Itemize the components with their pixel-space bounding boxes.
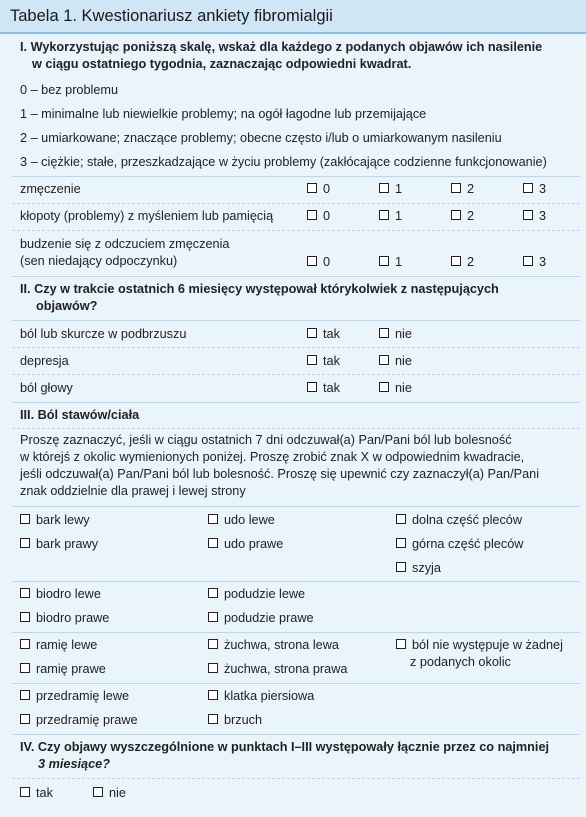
checkbox-icon	[307, 183, 317, 193]
checkbox-icon	[307, 210, 317, 220]
body-area-right-lower-leg[interactable]: podudzie prawe	[208, 610, 314, 627]
headache-option-yes[interactable]: tak	[307, 380, 340, 397]
divider	[12, 734, 580, 735]
checkbox-icon	[208, 538, 218, 548]
body-area-left-shoulder[interactable]: bark lewy	[20, 512, 90, 529]
checkbox-icon	[20, 538, 30, 548]
divider	[12, 428, 580, 429]
checkbox-icon	[379, 210, 389, 220]
symptom-label-abdominal: ból lub skurcze w podbrzuszu	[20, 327, 187, 341]
checkbox-icon	[396, 639, 406, 649]
scale-item-3: 3 – ciężkie; stałe, przeszkadzające w życiu problemy (zakłócające codzienne funkcjonowanie)	[20, 155, 547, 169]
abdominal-option-no[interactable]: nie	[379, 326, 412, 343]
checkbox-icon	[379, 355, 389, 365]
checkbox-icon	[307, 355, 317, 365]
divider	[12, 778, 580, 779]
section3-instruction-1: Proszę zaznaczyć, jeśli w ciągu ostatnich 7 dni odczuwał(a) Pan/Pani ból lub bolesność	[20, 433, 512, 447]
checkbox-icon	[208, 663, 218, 673]
duration-option-yes[interactable]: tak	[20, 785, 53, 802]
symptom-label-fatigue: zmęczenie	[20, 182, 81, 196]
checkbox-icon	[20, 690, 30, 700]
section3-instruction-3: jeśli odczuwał(a) Pan/Pani ból lub bolesność. Proszę się upewnić czy zaznaczył(a) Pan/Pani	[20, 467, 540, 481]
body-area-chest[interactable]: klatka piersiowa	[208, 688, 314, 705]
body-area-abdomen[interactable]: brzuch	[208, 712, 262, 729]
scale-item-0: 0 – bez problemu	[20, 83, 119, 97]
section3-instruction-2: w którejś z okolic wymienionych poniżej. Proszę zrobić znak X w odpowiednim kwadracie,	[20, 450, 525, 464]
divider	[12, 347, 580, 348]
divider	[12, 276, 580, 277]
body-area-none[interactable]: ból nie występuje w żadnej	[396, 637, 563, 654]
body-area-right-upper-arm[interactable]: ramię prawe	[20, 661, 106, 678]
symptom-label-depression: depresja	[20, 354, 69, 368]
memory-option-3[interactable]: 3	[523, 208, 546, 225]
body-area-left-hip[interactable]: biodro lewe	[20, 586, 101, 603]
body-area-none-line2: z podanych okolic	[410, 655, 511, 669]
memory-option-0[interactable]: 0	[307, 208, 330, 225]
section4-heading-line2: 3 miesiące?	[38, 757, 110, 771]
checkbox-icon	[20, 663, 30, 673]
body-area-left-jaw[interactable]: żuchwa, strona lewa	[208, 637, 339, 654]
symptom-label-waking-line2: (sen niedający odpoczynku)	[20, 254, 178, 268]
checkbox-icon	[93, 787, 103, 797]
body-area-left-upper-arm[interactable]: ramię lewe	[20, 637, 97, 654]
table-title: Tabela 1. Kwestionariusz ankiety fibromialgii	[0, 0, 586, 34]
symptom-label-waking: budzenie się z odczuciem zmęczenia	[20, 237, 230, 251]
fatigue-option-2[interactable]: 2	[451, 181, 474, 198]
body-area-right-jaw[interactable]: żuchwa, strona prawa	[208, 661, 347, 678]
body-area-right-thigh[interactable]: udo prawe	[208, 536, 283, 553]
checkbox-icon	[523, 183, 533, 193]
body-area-lower-back[interactable]: dolna część pleców	[396, 512, 522, 529]
waking-option-3[interactable]: 3	[523, 254, 546, 271]
abdominal-option-yes[interactable]: tak	[307, 326, 340, 343]
body-area-upper-back[interactable]: górna część pleców	[396, 536, 523, 553]
body-area-left-lower-leg[interactable]: podudzie lewe	[208, 586, 305, 603]
memory-option-2[interactable]: 2	[451, 208, 474, 225]
symptom-label-memory: kłopoty (problemy) z myśleniem lub pamięcią	[20, 209, 274, 223]
checkbox-icon	[451, 256, 461, 266]
checkbox-icon	[20, 714, 30, 724]
body-area-right-hip[interactable]: biodro prawe	[20, 610, 109, 627]
section3-instruction-4: znak oddzielnie dla prawej i lewej strony	[20, 484, 246, 498]
checkbox-icon	[208, 639, 218, 649]
section3-heading: III. Ból stawów/ciała	[20, 408, 140, 422]
checkbox-icon	[20, 588, 30, 598]
section1-heading-line2: w ciągu ostatniego tygodnia, zaznaczając odpowiedni kwadrat.	[32, 57, 412, 71]
checkbox-icon	[523, 256, 533, 266]
checkbox-icon	[396, 538, 406, 548]
checkbox-icon	[451, 210, 461, 220]
checkbox-icon	[379, 183, 389, 193]
depression-option-no[interactable]: nie	[379, 353, 412, 370]
body-area-neck[interactable]: szyja	[396, 560, 441, 577]
checkbox-icon	[20, 639, 30, 649]
body-area-left-forearm[interactable]: przedramię lewe	[20, 688, 129, 705]
checkbox-icon	[208, 612, 218, 622]
checkbox-icon	[396, 514, 406, 524]
divider	[12, 402, 580, 403]
divider	[12, 230, 580, 231]
checkbox-icon	[20, 787, 30, 797]
checkbox-icon	[208, 588, 218, 598]
body-area-right-shoulder[interactable]: bark prawy	[20, 536, 98, 553]
checkbox-icon	[208, 514, 218, 524]
checkbox-icon	[523, 210, 533, 220]
divider	[12, 581, 580, 582]
checkbox-icon	[379, 382, 389, 392]
divider	[12, 506, 580, 507]
checkbox-icon	[379, 256, 389, 266]
divider	[12, 176, 580, 177]
checkbox-icon	[20, 612, 30, 622]
scale-item-2: 2 – umiarkowane; znaczące problemy; obecne często i/lub o umiarkowanym nasileniu	[20, 131, 502, 145]
body-area-right-forearm[interactable]: przedramię prawe	[20, 712, 138, 729]
checkbox-icon	[307, 256, 317, 266]
divider	[12, 203, 580, 204]
section2-heading-line2: objawów?	[36, 299, 98, 313]
waking-option-0[interactable]: 0	[307, 254, 330, 271]
checkbox-icon	[307, 382, 317, 392]
checkbox-icon	[20, 514, 30, 524]
section4-heading-line1: IV. Czy objawy wyszczególnione w punktach I–III występowały łącznie przez co najmniej	[20, 740, 550, 754]
waking-option-1[interactable]: 1	[379, 254, 402, 271]
section1-heading-line1: I. Wykorzystując poniższą skalę, wskaż dla każdego z podanych objawów ich nasilenie	[20, 40, 543, 54]
divider	[12, 374, 580, 375]
body-area-left-thigh[interactable]: udo lewe	[208, 512, 275, 529]
divider	[12, 320, 580, 321]
memory-option-1[interactable]: 1	[379, 208, 402, 225]
checkbox-icon	[379, 328, 389, 338]
divider	[12, 683, 580, 684]
checkbox-icon	[208, 690, 218, 700]
headache-option-no[interactable]: nie	[379, 380, 412, 397]
checkbox-icon	[451, 183, 461, 193]
section2-heading-line1: II. Czy w trakcie ostatnich 6 miesięcy występował którykolwiek z następujących	[20, 282, 499, 296]
fatigue-option-3[interactable]: 3	[523, 181, 546, 198]
checkbox-icon	[208, 714, 218, 724]
depression-option-yes[interactable]: tak	[307, 353, 340, 370]
fatigue-option-1[interactable]: 1	[379, 181, 402, 198]
symptom-label-headache: ból głowy	[20, 381, 73, 395]
checkbox-icon	[307, 328, 317, 338]
checkbox-icon	[396, 562, 406, 572]
fatigue-option-0[interactable]: 0	[307, 181, 330, 198]
scale-item-1: 1 – minimalne lub niewielkie problemy; na ogół łagodne lub przemijające	[20, 107, 427, 121]
divider	[12, 632, 580, 633]
waking-option-2[interactable]: 2	[451, 254, 474, 271]
duration-option-no[interactable]: nie	[93, 785, 126, 802]
